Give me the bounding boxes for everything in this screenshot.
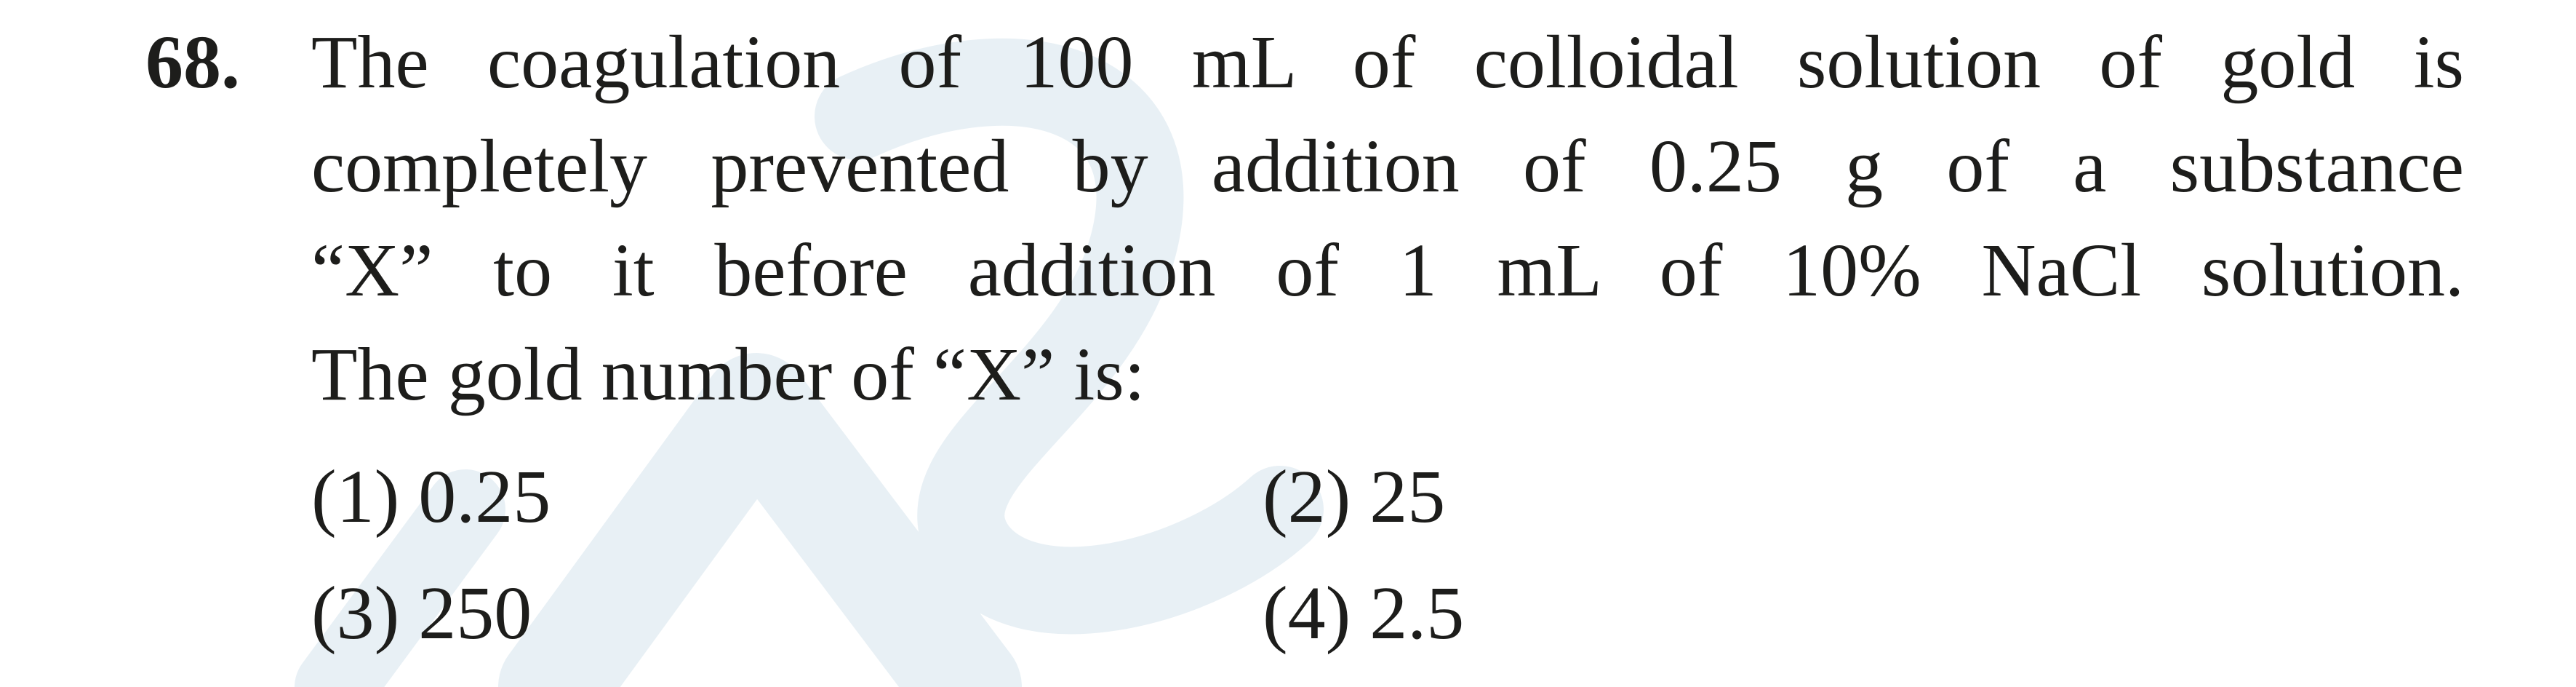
option-value: 25	[1369, 455, 1446, 539]
option-label: (3)	[311, 571, 400, 655]
question-line: The coagulation of 100 mL of colloidal solution of gold is	[311, 20, 2464, 104]
option-1[interactable]	[311, 442, 551, 552]
option-label: (1)	[311, 455, 400, 539]
option-label: (4)	[1263, 571, 1351, 655]
option-value: 2.5	[1369, 571, 1465, 655]
option-value: 250	[418, 571, 532, 655]
question-line: completely prevented by addition of 0.25 g of a substance	[311, 124, 2464, 208]
option-4[interactable]	[1263, 559, 1464, 668]
option-2[interactable]	[1263, 442, 1445, 552]
watermark-stroke	[553, 408, 967, 687]
question-number: 68.	[145, 20, 240, 104]
question-text	[311, 10, 2464, 426]
option-value: 0.25	[418, 455, 551, 539]
question-line: “X” to it before addition of 1 mL of 10% NaCl solution.	[311, 229, 2464, 312]
question-line: The gold number of “X” is:	[311, 333, 1145, 416]
option-label: (2)	[1263, 455, 1351, 539]
option-3[interactable]	[311, 559, 532, 668]
